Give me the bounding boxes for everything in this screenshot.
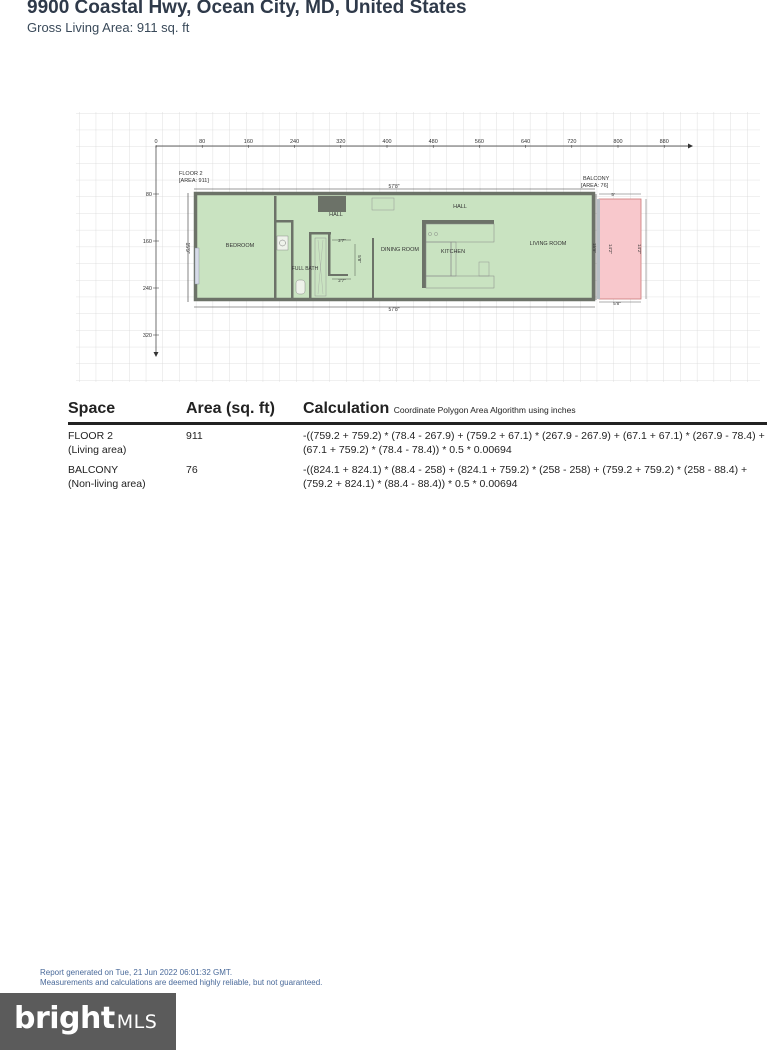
x-tick-label: 320 <box>336 139 346 145</box>
balcony-area-label: [AREA: 76] <box>581 183 609 189</box>
dim-bottom: 57'8" <box>388 307 400 313</box>
room-hall-2: HALL <box>453 204 467 210</box>
dim-closet-bottom: 2'7" <box>338 278 346 283</box>
address-title: 9900 Coastal Hwy, Ocean City, MD, United States <box>27 0 467 18</box>
balcony-label: BALCONY <box>583 176 610 182</box>
balcony-area <box>599 199 641 299</box>
x-tick-label: 480 <box>428 139 438 145</box>
dim-top: 57'8" <box>388 184 400 190</box>
x-tick-label: 800 <box>613 139 623 145</box>
area-cell: 76 <box>186 464 198 476</box>
space-cell: BALCONY (Non-living area) <box>68 464 146 490</box>
x-tick-label: 640 <box>521 139 531 145</box>
calculation-note: Coordinate Polygon Area Algorithm using inches <box>393 405 576 415</box>
table-header <box>68 400 767 425</box>
floor-label: FLOOR 2 <box>179 171 203 177</box>
header-area: Area (sq. ft) <box>186 400 275 417</box>
dim-right-inner: 15'9" <box>592 243 597 253</box>
dim-balcony-side: 14'2" <box>637 244 642 254</box>
room-full-bath: FULL BATH <box>291 266 319 272</box>
y-tick-label: 160 <box>142 239 152 245</box>
x-tick-label: 560 <box>474 139 484 145</box>
space-cell: FLOOR 2 (Living area) <box>68 430 127 456</box>
y-tick-label: 320 <box>142 333 152 339</box>
area-cell: 911 <box>186 430 203 442</box>
logo-brand: bright <box>14 1001 115 1036</box>
calculation-cell: -((759.2 + 759.2) * (78.4 - 267.9) + (759.2 + 67.1) * (267.9 - 267.9) + (67.1 + 67.1) * (267.9 - 78.4) + (67.1 + 759.2) * (78.4 - 78.4)) * 0.5 * 0.00694 <box>303 430 765 456</box>
dim-closet-side: 5'8" <box>357 255 362 263</box>
floor-area-label: [AREA: 911] <box>179 178 209 184</box>
header-calculation: Calculation Coordinate Polygon Area Algorithm using inches <box>303 400 576 417</box>
y-tick-label: 240 <box>142 286 152 292</box>
report-footer <box>40 968 322 988</box>
dim-balcony-bottom: 5'8" <box>613 301 621 306</box>
generated-note: Report generated on Tue, 21 Jun 2022 06:01:32 GMT. <box>40 968 233 977</box>
y-tick-label: 80 <box>145 192 152 198</box>
x-tick-label: 720 <box>567 139 577 145</box>
dim-balcony-inner: 14'2" <box>608 244 613 254</box>
bright-mls-logo <box>0 993 176 1050</box>
area-table <box>68 400 767 497</box>
room-kitchen: KITCHEN <box>440 249 466 255</box>
room-dining-room: DINING ROOM <box>381 247 419 253</box>
floor-plan <box>76 112 760 382</box>
x-tick-label: 240 <box>290 139 300 145</box>
x-tick-label: 160 <box>243 139 253 145</box>
x-tick-label: 400 <box>382 139 392 145</box>
room-hall-1: HALL <box>329 212 343 218</box>
logo-suffix: MLS <box>116 1011 158 1033</box>
table-row <box>68 429 767 463</box>
disclaimer-note: Measurements and calculations are deemed highly reliable, but not guaranteed. <box>40 978 323 987</box>
room-living-room: LIVING ROOM <box>529 241 567 247</box>
x-tick-label: 0 <box>154 139 158 145</box>
dim-balcony-top: 5' <box>611 192 615 197</box>
header-space: Space <box>68 400 116 417</box>
x-tick-label: 880 <box>659 139 669 145</box>
dim-left: 15'9" <box>184 242 190 254</box>
calculation-cell: -((824.1 + 824.1) * (88.4 - 258) + (824.1 + 759.2) * (258 - 258) + (759.2 + 759.2) * (258 - 88.4) + (759.2 + 824.1) * (88.4 - 88.4)) * 0.5 * 0.00694 <box>303 464 748 490</box>
table-row <box>68 463 767 497</box>
gross-living-area: Gross Living Area: 911 sq. ft <box>27 20 190 35</box>
x-tick-label: 80 <box>199 139 206 145</box>
room-bedroom: BEDROOM <box>225 243 255 249</box>
dim-closet-top: 2'7" <box>338 238 346 243</box>
